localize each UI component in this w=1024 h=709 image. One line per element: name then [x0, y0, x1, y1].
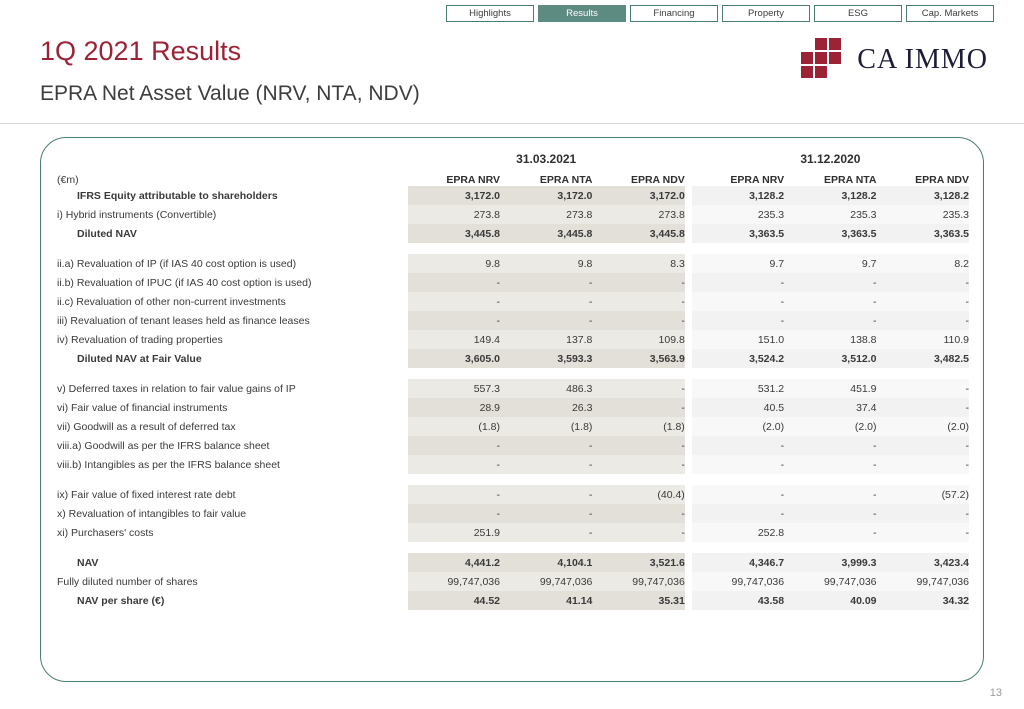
row-value: 3,423.4: [877, 553, 969, 572]
row-value: 26.3: [500, 398, 592, 417]
row-value: -: [592, 311, 684, 330]
row-value: -: [500, 455, 592, 474]
row-value: -: [500, 485, 592, 504]
row-value: 149.4: [408, 330, 500, 349]
row-value: 109.8: [592, 330, 684, 349]
nav-tab-results[interactable]: Results: [538, 5, 626, 22]
header-divider: [0, 123, 1024, 124]
row-value: 3,445.8: [500, 224, 592, 243]
row-value: 3,524.2: [692, 349, 784, 368]
table-spacer-row: [57, 542, 969, 553]
row-value: (1.8): [500, 417, 592, 436]
row-label: i) Hybrid instruments (Convertible): [57, 208, 217, 221]
row-value: -: [500, 523, 592, 542]
row-value: -: [592, 398, 684, 417]
row-value: 137.8: [500, 330, 592, 349]
logo-text: CA IMMO: [857, 44, 988, 75]
col-header-nrv-previous: EPRA NRV: [730, 174, 785, 186]
row-value: -: [877, 504, 969, 523]
row-value: -: [500, 292, 592, 311]
row-value: -: [408, 485, 500, 504]
row-value: 273.8: [500, 205, 592, 224]
table-row: [57, 436, 969, 455]
row-value: -: [592, 504, 684, 523]
row-value: 3,999.3: [784, 553, 876, 572]
row-value: 486.3: [500, 379, 592, 398]
row-value: 3,512.0: [784, 349, 876, 368]
col-header-nrv-current: EPRA NRV: [446, 174, 500, 186]
table-row: [57, 292, 969, 311]
row-value: 41.14: [500, 591, 592, 610]
row-value: 3,128.2: [877, 186, 969, 205]
nav-tab-highlights[interactable]: Highlights: [446, 5, 534, 22]
row-label: IFRS Equity attributable to shareholders: [77, 189, 278, 202]
row-value: -: [500, 273, 592, 292]
col-header-ndv-current: EPRA NDV: [630, 174, 685, 186]
row-value: 557.3: [408, 379, 500, 398]
row-value: 8.3: [592, 254, 684, 273]
row-value: 3,445.8: [408, 224, 500, 243]
row-value: 40.09: [784, 591, 876, 610]
row-value: -: [500, 311, 592, 330]
table-row: [57, 553, 969, 572]
row-label: ii.a) Revaluation of IP (if IAS 40 cost option is used): [57, 257, 297, 270]
table-row: [57, 572, 969, 591]
row-value: 99,747,036: [784, 572, 876, 591]
row-value: -: [692, 485, 784, 504]
row-value: (2.0): [877, 417, 969, 436]
row-value: 9.8: [408, 254, 500, 273]
row-value: (1.8): [592, 417, 684, 436]
row-label: Diluted NAV: [77, 227, 137, 240]
table-row: [57, 417, 969, 436]
col-header-nta-previous: EPRA NTA: [824, 174, 877, 186]
row-value: 3,363.5: [692, 224, 784, 243]
table-spacer-row: [57, 474, 969, 485]
table-row: [57, 254, 969, 273]
row-value: -: [408, 292, 500, 311]
row-value: 3,593.3: [500, 349, 592, 368]
table-row: [57, 485, 969, 504]
logo-squares-icon: [801, 38, 845, 82]
row-value: -: [692, 455, 784, 474]
row-label: Fully diluted number of shares: [57, 575, 198, 588]
page-title: 1Q 2021 Results: [40, 36, 242, 66]
row-label: ii.b) Revaluation of IPUC (if IAS 40 cost option is used): [57, 276, 312, 289]
row-value: 99,747,036: [592, 572, 684, 591]
row-value: -: [500, 504, 592, 523]
row-value: -: [692, 504, 784, 523]
row-label: iii) Revaluation of tenant leases held as finance leases: [57, 314, 310, 327]
row-value: 3,128.2: [784, 186, 876, 205]
row-value: 99,747,036: [500, 572, 592, 591]
row-value: 9.7: [784, 254, 876, 273]
row-value: 273.8: [592, 205, 684, 224]
row-value: 451.9: [784, 379, 876, 398]
row-value: -: [784, 485, 876, 504]
row-value: 9.7: [692, 254, 784, 273]
table-row: [57, 504, 969, 523]
table-row: [57, 349, 969, 368]
row-value: -: [784, 311, 876, 330]
row-value: -: [592, 455, 684, 474]
date-group-current: 31.03.2021: [516, 152, 577, 166]
row-value: 138.8: [784, 330, 876, 349]
epra-nav-table: [57, 144, 969, 610]
row-value: -: [877, 311, 969, 330]
row-value: 3,605.0: [408, 349, 500, 368]
row-value: 3,363.5: [784, 224, 876, 243]
row-value: -: [784, 436, 876, 455]
unit-label: (€m): [57, 174, 79, 186]
row-label: NAV: [77, 556, 99, 569]
row-value: -: [408, 273, 500, 292]
row-value: 43.58: [692, 591, 784, 610]
row-value: 40.5: [692, 398, 784, 417]
table-row: [57, 330, 969, 349]
row-label: ix) Fair value of fixed interest rate debt: [57, 488, 236, 501]
row-value: 235.3: [877, 205, 969, 224]
col-header-ndv-previous: EPRA NDV: [915, 174, 969, 186]
company-logo: [801, 38, 988, 82]
row-value: 3,172.0: [408, 186, 500, 205]
row-value: 37.4: [784, 398, 876, 417]
row-value: 4,104.1: [500, 553, 592, 572]
row-value: -: [408, 455, 500, 474]
row-label: x) Revaluation of intangibles to fair value: [57, 507, 247, 520]
row-value: 3,445.8: [592, 224, 684, 243]
row-value: 251.9: [408, 523, 500, 542]
table-row: [57, 186, 969, 205]
table-row: [57, 379, 969, 398]
row-label: ii.c) Revaluation of other non-current investments: [57, 295, 286, 308]
col-header-nta-current: EPRA NTA: [539, 174, 593, 186]
row-value: 3,172.0: [592, 186, 684, 205]
row-value: -: [784, 273, 876, 292]
row-value: -: [592, 273, 684, 292]
row-value: -: [877, 398, 969, 417]
row-value: (2.0): [692, 417, 784, 436]
row-value: 28.9: [408, 398, 500, 417]
row-value: 8.2: [877, 254, 969, 273]
row-value: 3,482.5: [877, 349, 969, 368]
row-value: 44.52: [408, 591, 500, 610]
row-value: 35.31: [592, 591, 684, 610]
row-value: 273.8: [408, 205, 500, 224]
top-nav: [446, 5, 994, 22]
table-spacer-row: [57, 243, 969, 254]
nav-tab-property[interactable]: Property: [722, 5, 810, 22]
nav-tab-esg[interactable]: ESG: [814, 5, 902, 22]
row-value: -: [692, 292, 784, 311]
row-label: vi) Fair value of financial instruments: [57, 401, 228, 414]
row-value: 99,747,036: [408, 572, 500, 591]
nav-tab-financing[interactable]: Financing: [630, 5, 718, 22]
row-value: -: [877, 379, 969, 398]
row-value: (57.2): [877, 485, 969, 504]
row-value: -: [408, 436, 500, 455]
row-value: -: [592, 292, 684, 311]
row-value: -: [692, 436, 784, 455]
row-value: 110.9: [877, 330, 969, 349]
row-value: (1.8): [408, 417, 500, 436]
table-row: [57, 398, 969, 417]
date-group-previous: 31.12.2020: [800, 152, 861, 166]
row-label: viii.a) Goodwill as per the IFRS balance sheet: [57, 439, 270, 452]
row-value: -: [408, 311, 500, 330]
table-row: [57, 523, 969, 542]
row-value: 4,346.7: [692, 553, 784, 572]
row-value: 4,441.2: [408, 553, 500, 572]
row-label: vii) Goodwill as a result of deferred tax: [57, 420, 236, 433]
row-value: 531.2: [692, 379, 784, 398]
row-value: 3,521.6: [592, 553, 684, 572]
row-label: xi) Purchasers' costs: [57, 526, 154, 539]
page-subtitle: EPRA Net Asset Value (NRV, NTA, NDV): [40, 82, 420, 105]
row-value: (2.0): [784, 417, 876, 436]
nav-table-card: [40, 137, 984, 682]
page-number: 13: [989, 687, 1002, 699]
row-value: -: [592, 523, 684, 542]
row-label: NAV per share (€): [77, 594, 165, 607]
table-column-header-row: [57, 166, 969, 186]
row-value: 3,563.9: [592, 349, 684, 368]
table-row: [57, 311, 969, 330]
table-row: [57, 224, 969, 243]
table-row: [57, 205, 969, 224]
row-value: 235.3: [784, 205, 876, 224]
row-label: viii.b) Intangibles as per the IFRS balance sheet: [57, 458, 280, 471]
row-value: -: [408, 504, 500, 523]
row-value: -: [877, 292, 969, 311]
table-date-header-row: [57, 144, 969, 166]
row-value: 99,747,036: [692, 572, 784, 591]
row-value: -: [592, 379, 684, 398]
row-value: -: [877, 436, 969, 455]
row-value: 252.8: [692, 523, 784, 542]
row-value: -: [592, 436, 684, 455]
row-value: -: [877, 273, 969, 292]
row-value: 151.0: [692, 330, 784, 349]
row-value: -: [784, 523, 876, 542]
row-value: 235.3: [692, 205, 784, 224]
table-body: [57, 186, 969, 610]
row-value: (40.4): [592, 485, 684, 504]
row-label: v) Deferred taxes in relation to fair value gains of IP: [57, 382, 296, 395]
row-value: -: [784, 455, 876, 474]
row-value: -: [877, 523, 969, 542]
row-label: iv) Revaluation of trading properties: [57, 333, 223, 346]
row-value: 3,363.5: [877, 224, 969, 243]
row-value: 99,747,036: [877, 572, 969, 591]
row-value: 3,128.2: [692, 186, 784, 205]
row-value: -: [784, 504, 876, 523]
row-value: -: [877, 455, 969, 474]
row-value: -: [500, 436, 592, 455]
row-value: -: [692, 311, 784, 330]
table-spacer-row: [57, 368, 969, 379]
nav-tab-cap-markets[interactable]: Cap. Markets: [906, 5, 994, 22]
row-value: 9.8: [500, 254, 592, 273]
row-value: 3,172.0: [500, 186, 592, 205]
row-value: 34.32: [877, 591, 969, 610]
row-value: -: [784, 292, 876, 311]
row-label: Diluted NAV at Fair Value: [77, 352, 202, 365]
table-row: [57, 591, 969, 610]
row-value: -: [692, 273, 784, 292]
table-row: [57, 455, 969, 474]
table-row: [57, 273, 969, 292]
